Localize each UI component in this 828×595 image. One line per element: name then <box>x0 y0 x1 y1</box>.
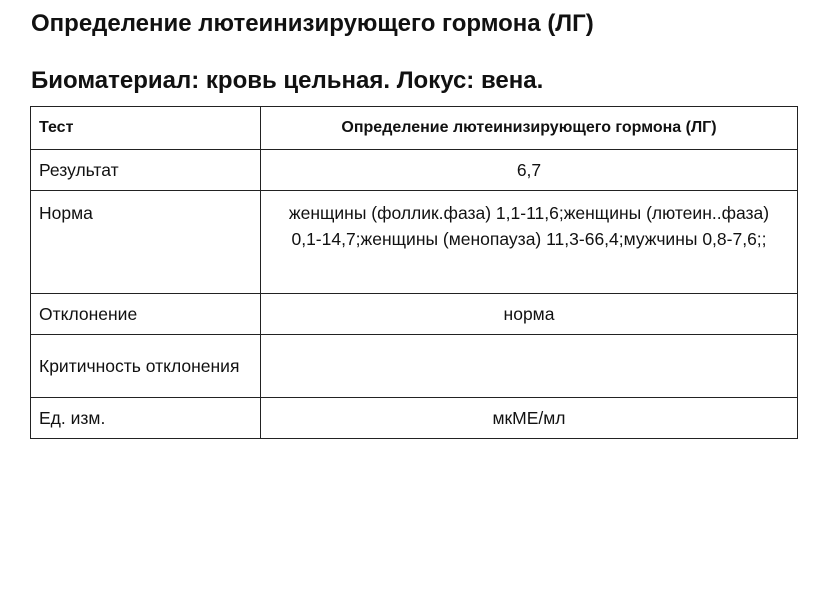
table-row-norm <box>31 191 798 294</box>
norm-value: женщины (фоллик.фаза) 1,1-11,6;женщины (лютеин..фаза) 0,1-14,7;женщины (менопауза) 11,3-66,4;мужчины 0,8-7,6;; <box>261 191 798 294</box>
result-value: 6,7 <box>261 150 798 191</box>
row-label: Норма <box>31 191 261 294</box>
criticality-value <box>261 335 798 398</box>
row-label: Ед. изм. <box>31 398 261 439</box>
header-test-name: Определение лютеинизирующего гормона (ЛГ) <box>261 107 798 150</box>
header-test-label: Тест <box>31 107 261 150</box>
table-row-deviation <box>31 294 798 335</box>
table-row-result <box>31 150 798 191</box>
biomaterial-subtitle: Биоматериал: кровь цельная. Локус: вена. <box>31 67 544 94</box>
table-row-criticality <box>31 335 798 398</box>
row-label: Результат <box>31 150 261 191</box>
table-row-units <box>31 398 798 439</box>
table-header-row <box>31 107 798 150</box>
row-label: Отклонение <box>31 294 261 335</box>
units-value: мкМЕ/мл <box>261 398 798 439</box>
page-title: Определение лютеинизирующего гормона (ЛГ) <box>31 10 594 37</box>
result-table <box>30 106 798 439</box>
row-label: Критичность отклонения <box>31 335 261 398</box>
deviation-value: норма <box>261 294 798 335</box>
